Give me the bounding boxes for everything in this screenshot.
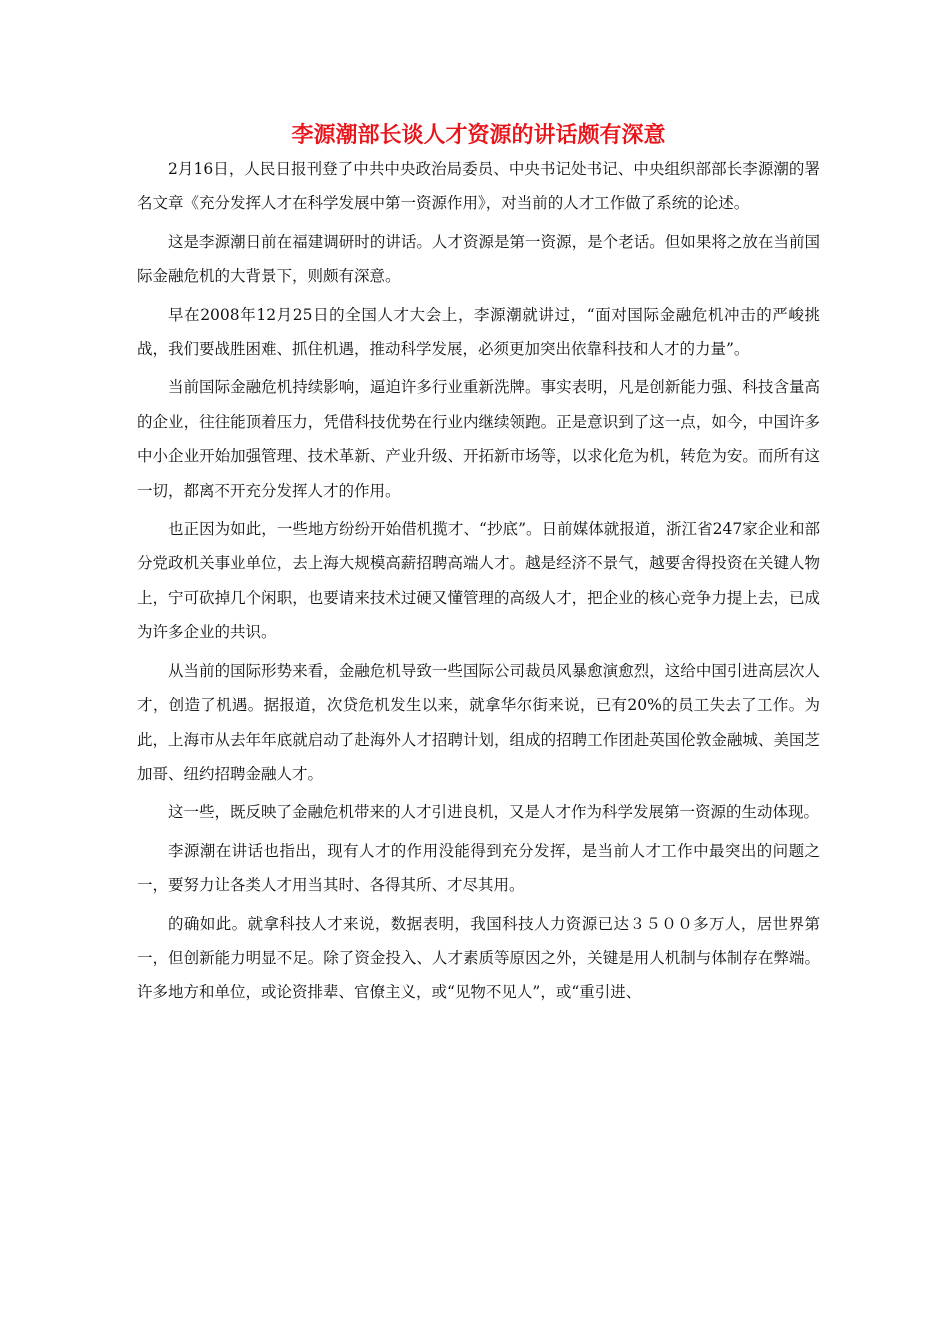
paragraph-1: 2月16日，人民日报刊登了中共中央政治局委员、中央书记处书记、中央组织部部长李源潮的署名文章《充分发挥人才在科学发展中第一资源作用》，对当前的人才工作做了系统的论述。 [137,160,820,213]
paragraph-3: 早在2008年12月25日的全国人才大会上，李源潮就讲过，“面对国际金融危机冲击的严峻挑战，我们要战胜困难、抓住机遇，推动科学发展，必须更加突出依靠科技和人才的力量”。 [137,305,820,359]
document-content [137,118,820,1014]
paragraph-8: 李源潮在讲话也指出，现有人才的作用没能得到充分发挥，是当前人才工作中最突出的问题之一，要努力让各类人才用当其时、各得其所、才尽其用。 [137,841,820,895]
paragraph-9: 的确如此。就拿科技人才来说，数据表明，我国科技人力资源已达３５００多万人，居世界第一，但创新能力明显不足。除了资金投入、人才素质等原因之外，关键是用人机制与体制存在弊端。许多地方和单位，或论资排辈、官僚主义，或“见物不见人”，或“重引进、 [137,914,820,1002]
paragraph-5: 也正因为如此，一些地方纷纷开始借机揽才、“抄底”。日前媒体就报道，浙江省247家企业和部分党政机关事业单位，去上海大规模高薪招聘高端人才。越是经济不景气，越要舍得投资在关键人物上，宁可砍掉几个闲职，也要请来技术过硬又懂管理的高级人才，把企业的核心竞争力提上去，已成为许多企业的共识。 [137,520,820,642]
paragraph-2: 这是李源潮日前在福建调研时的讲话。人才资源是第一资源，是个老话。但如果将之放在当前国际金融危机的大背景下，则颇有深意。 [137,232,820,286]
paragraph-6: 从当前的国际形势来看，金融危机导致一些国际公司裁员风暴愈演愈烈，这给中国引进高层次人才，创造了机遇。据报道，次贷危机发生以来，就拿华尔街来说，已有20%的员工失去了工作。为此，上海市从去年年底就启动了赴海外人才招聘计划，组成的招聘工作团赴英国伦敦金融城、美国芝加哥、纽约招聘金融人才。 [137,661,820,783]
paragraph-4: 当前国际金融危机持续影响，逼迫许多行业重新洗牌。事实表明，凡是创新能力强、科技含量高的企业，往往能顶着压力，凭借科技优势在行业内继续领跑。正是意识到了这一点，如今，中国许多中小企业开始加强管理、技术革新、产业升级、开拓新市场等，以求化危为机，转危为安。而所有这一切，都离不开充分发挥人才的作用。 [137,378,820,500]
paragraph-7: 这一些，既反映了金融危机带来的人才引进良机，又是人才作为科学发展第一资源的生动体现。 [168,803,820,822]
document-title: 李源潮部长谈人才资源的讲话颇有深意 [291,122,666,148]
